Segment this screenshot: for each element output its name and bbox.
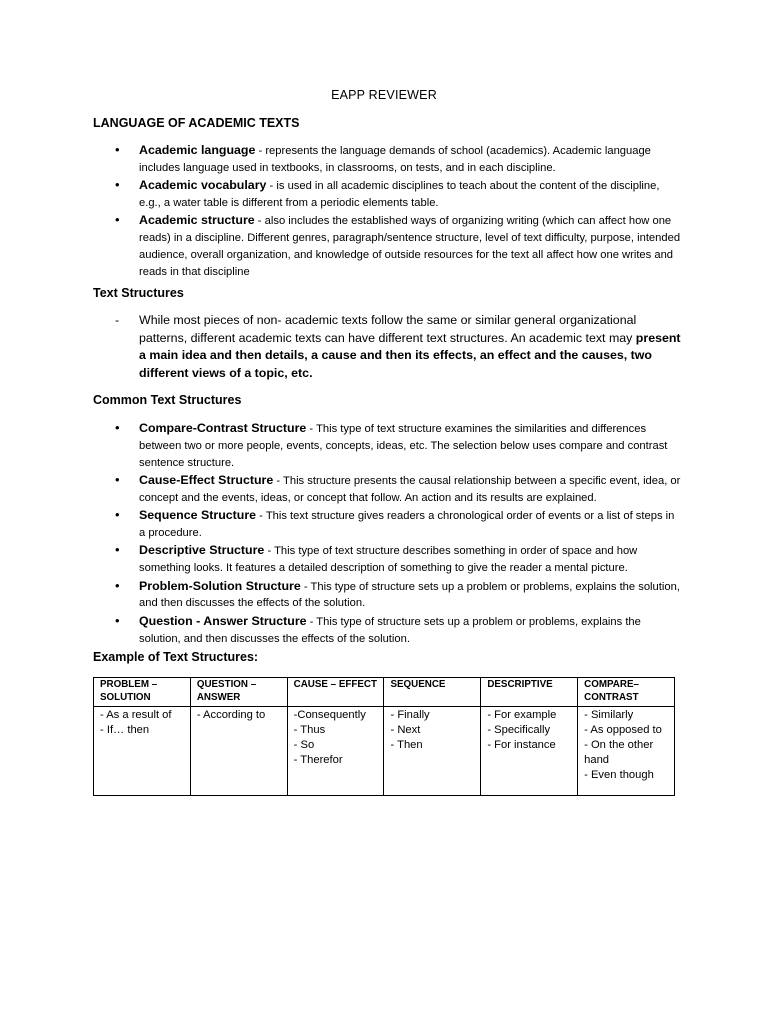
- table-header-cell: DESCRIPTIVE: [481, 678, 578, 707]
- bullet-sep: -: [264, 545, 275, 558]
- bullet-desc: represents the language demands of school (academics). Academic language includes language used in textbooks, in classrooms, on tests, and in each discipline.: [139, 145, 651, 174]
- bullet-icon: •: [115, 577, 120, 593]
- table-cell: - According to: [190, 707, 287, 796]
- bullet-sep: -: [306, 423, 317, 435]
- list-item: [93, 420, 683, 471]
- section-heading-common: Common Text Structures: [93, 393, 242, 407]
- table-cell: - For example - Specifically - For instance: [481, 707, 578, 796]
- table-header-cell: COMPARE– CONTRAST: [578, 678, 675, 707]
- bullet-desc: This type of text structure describes something in order of space and how something looks. It features a detailed description of something to give the reader a mental picture.: [139, 545, 638, 575]
- table-cell: -Consequently - Thus - So - Therefor: [287, 707, 384, 796]
- table-cell: - Finally - Next - Then: [384, 707, 481, 796]
- text-structures-paragraph: [93, 312, 683, 382]
- list-item: [93, 472, 683, 507]
- bullet-icon: •: [115, 612, 120, 628]
- bullet-sep: -: [254, 215, 265, 228]
- list-item: [93, 142, 683, 177]
- bullet-desc: is used in all academic disciplines to teach about the content of the discipline, e.g., a water table is different from a periodic elements table.: [139, 180, 660, 209]
- bullet-icon: •: [115, 142, 120, 157]
- list-item: [93, 177, 683, 212]
- list-item: [93, 542, 683, 577]
- text-structures-table: [93, 677, 675, 796]
- paragraph-bold-text: present a main idea and then details, a cause and then its effects, an effect and the causes, two different views of a topic, etc.: [139, 330, 681, 380]
- list-item: [93, 613, 683, 648]
- bullet-term: Academic vocabulary: [139, 178, 267, 193]
- list-item: [93, 507, 683, 542]
- bullet-term: Compare-Contrast Structure: [139, 421, 307, 435]
- bullet-term: Problem-Solution Structure: [139, 578, 301, 593]
- paragraph-text: While most pieces of non- academic texts follow the same or similar general organizational patterns, different academic texts can have different text structures. An academic text may: [139, 313, 637, 345]
- bullet-term: Sequence Structure: [139, 508, 257, 523]
- bullet-sep: -: [266, 180, 277, 193]
- bullet-desc: This type of structure sets up a problem or problems, explains the solution, and then discusses the effects of the solution.: [139, 615, 641, 645]
- language-bullet-list: [93, 142, 683, 281]
- bullet-term: Academic structure: [139, 213, 255, 228]
- table-cell: - Similarly - As opposed to - On the other hand - Even though: [578, 707, 675, 796]
- section-heading-example: Example of Text Structures:: [93, 650, 259, 664]
- bullet-icon: •: [115, 542, 120, 558]
- bullet-sep: -: [300, 580, 311, 593]
- table-row: [94, 707, 675, 796]
- bullet-icon: •: [115, 177, 120, 193]
- bullet-desc: This type of text structure examines the similarities and differences between two or more people, events, concepts, ideas, etc. The selection below uses compare and contrast sentence structure.: [139, 423, 668, 469]
- bullet-term: Question - Answer Structure: [139, 613, 307, 628]
- bullet-term: Cause-Effect Structure: [139, 472, 274, 487]
- list-item: [93, 212, 683, 280]
- dash-marker: -: [115, 313, 120, 327]
- bullet-desc: This text structure gives readers a chronological order of events or a list of steps in a procedure.: [139, 510, 675, 539]
- section-heading-text-structures: Text Structures: [93, 286, 184, 300]
- bullet-sep: -: [273, 474, 284, 487]
- bullet-sep: -: [255, 145, 266, 157]
- bullet-icon: •: [115, 420, 120, 435]
- bullet-desc: This structure presents the causal relationship between a specific event, idea, or concept and the events, ideas, or concept that follow. An action and its results are explained.: [139, 474, 681, 504]
- bullet-term: Descriptive Structure: [139, 543, 265, 558]
- bullet-icon: •: [115, 471, 120, 487]
- table-header-cell: QUESTION – ANSWER: [190, 678, 287, 707]
- bullet-sep: -: [256, 510, 266, 523]
- bullet-term: Academic language: [139, 143, 256, 157]
- table-cell: - As a result of - If… then: [94, 707, 191, 796]
- table-header-row: [94, 678, 675, 707]
- list-item: [93, 578, 683, 613]
- table-header-cell: CAUSE – EFFECT: [287, 678, 384, 707]
- bullet-sep: -: [306, 615, 317, 628]
- page-title: EAPP REVIEWER: [331, 88, 437, 102]
- common-bullet-list: [93, 420, 683, 648]
- bullet-desc: also includes the established ways of organizing writing (which can affect how one reads) in a discipline. Different genres, paragraph/sentence structure, level of text difficulty, purpose, intended audience, overall organization, and knowledge of outside resources for the text all affect how one writes and reads in that discipline: [139, 215, 681, 278]
- bullet-icon: •: [115, 507, 120, 523]
- table-header-cell: SEQUENCE: [384, 678, 481, 707]
- bullet-icon: •: [115, 212, 120, 228]
- bullet-desc: This type of structure sets up a problem or problems, explains the solution, and then discusses the effects of the solution.: [139, 580, 680, 610]
- table-header-cell: PROBLEM – SOLUTION: [94, 678, 191, 707]
- section-heading-language: LANGUAGE OF ACADEMIC TEXTS: [93, 116, 300, 130]
